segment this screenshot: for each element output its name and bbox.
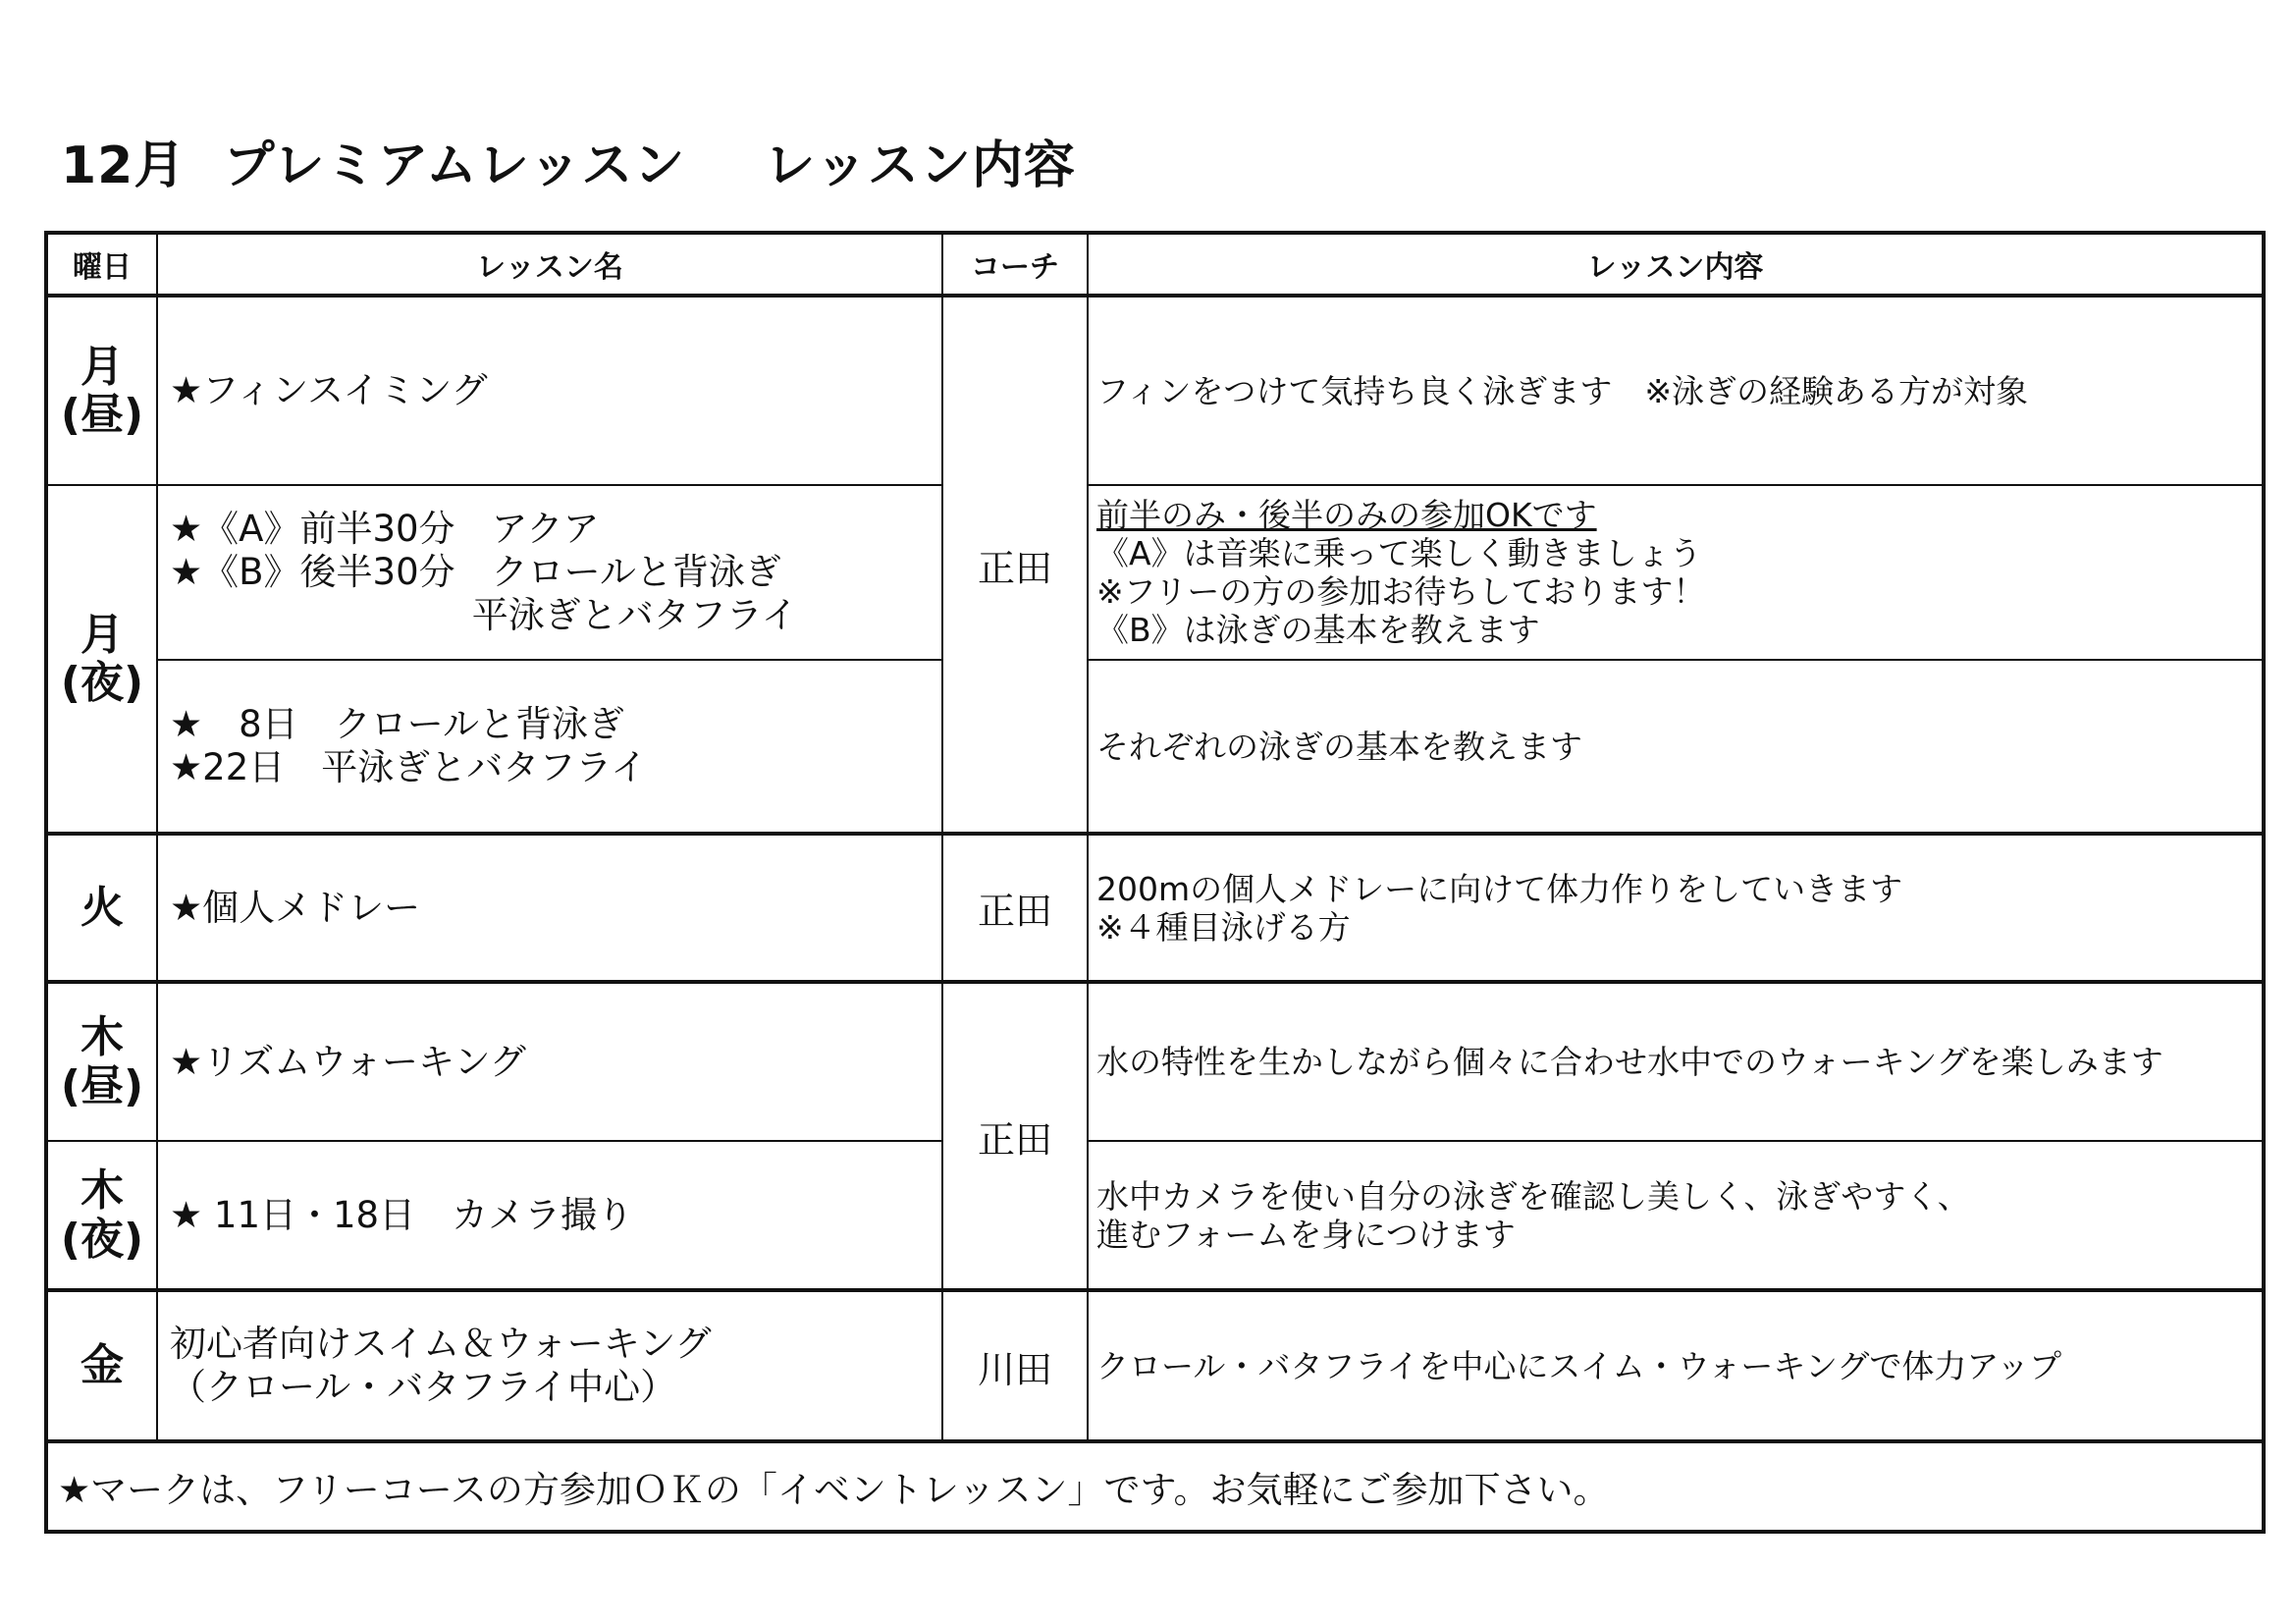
header-content: レッスン内容 xyxy=(1088,234,2263,296)
day-cell xyxy=(47,834,157,982)
lesson-content: それぞれの泳ぎの基本を教えます xyxy=(1088,660,2263,834)
table-row xyxy=(47,1141,2263,1290)
footer-row xyxy=(47,1441,2263,1531)
day-cell xyxy=(47,485,157,834)
day-sub-label: (夜) xyxy=(60,1214,144,1265)
content-underlined-note: 前半のみ・後半のみの参加OKです xyxy=(1096,496,1597,534)
page-title xyxy=(61,124,1076,197)
table-row xyxy=(47,982,2263,1141)
lesson-content: 水中カメラを使い自分の泳ぎを確認し美しく、泳ぎやすく、 進むフォームを身につけます xyxy=(1088,1141,2263,1290)
day-cell xyxy=(47,1141,157,1290)
lesson-content: クロール・バタフライを中心にスイム・ウォーキングで体力アップ xyxy=(1088,1290,2263,1441)
lesson-content: フィンをつけて気持ち良く泳ぎます ※泳ぎの経験ある方が対象 xyxy=(1088,296,2263,485)
table-row xyxy=(47,1290,2263,1441)
lesson-name: ★ 11日・18日 カメラ撮り xyxy=(157,1141,942,1290)
day-cell xyxy=(47,982,157,1141)
table-row xyxy=(47,660,2263,834)
day-cell xyxy=(47,1290,157,1441)
day-label: 金 xyxy=(80,1340,124,1391)
content-text: 《A》は音楽に乗って楽しく動きましょう ※フリーの方の参加お待ちしております！ 《B》は泳ぎの基本を教えます xyxy=(1096,534,1706,649)
lesson-content: 200mの個人メドレーに向けて体力作りをしていきます ※４種目泳げる方 xyxy=(1088,834,2263,982)
day-sub-label: (夜) xyxy=(60,658,144,708)
title-month: 12月 xyxy=(61,136,187,195)
day-label: 火 xyxy=(80,882,124,933)
title-section: レッスン内容 xyxy=(764,136,1076,195)
day-label: 月 xyxy=(80,341,124,392)
header-lesson: レッスン名 xyxy=(157,234,942,296)
title-name: プレミアムレッスン xyxy=(223,136,686,195)
lesson-content xyxy=(1088,485,2263,660)
day-label: 月 xyxy=(80,609,124,660)
lesson-name: ★リズムウォーキング xyxy=(157,982,942,1141)
header-coach: コーチ xyxy=(942,234,1088,296)
day-cell xyxy=(47,296,157,485)
day-label: 木 xyxy=(80,1012,124,1063)
coach-cell: 正田 xyxy=(942,296,1088,834)
lesson-name: ★《A》前半30分 アクア ★《B》後半30分 クロールと背泳ぎ 平泳ぎとバタフライ xyxy=(157,485,942,660)
lesson-name: ★個人メドレー xyxy=(157,834,942,982)
lesson-name: ★フィンスイミング xyxy=(157,296,942,485)
lesson-content: 水の特性を生かしながら個々に合わせ水中でのウォーキングを楽しみます xyxy=(1088,982,2263,1141)
coach-cell: 川田 xyxy=(942,1290,1088,1441)
lesson-schedule-table xyxy=(46,233,2264,1532)
lesson-name: 初心者向けスイム＆ウォーキング （クロール・バタフライ中心） xyxy=(157,1290,942,1441)
header-day: 曜日 xyxy=(47,234,157,296)
footer-note: ★マークは、フリーコースの方参加ＯＫの「イベントレッスン」です。お気軽にご参加下さい。 xyxy=(47,1441,2263,1531)
coach-cell: 正田 xyxy=(942,982,1088,1290)
day-sub-label: (昼) xyxy=(60,1060,144,1111)
table-row xyxy=(47,485,2263,660)
lesson-name: ★ 8日 クロールと背泳ぎ ★22日 平泳ぎとバタフライ xyxy=(157,660,942,834)
table-row xyxy=(47,296,2263,485)
day-sub-label: (昼) xyxy=(60,390,144,440)
coach-cell: 正田 xyxy=(942,834,1088,982)
table-header-row xyxy=(47,234,2263,296)
day-label: 木 xyxy=(80,1165,124,1217)
table-row xyxy=(47,834,2263,982)
